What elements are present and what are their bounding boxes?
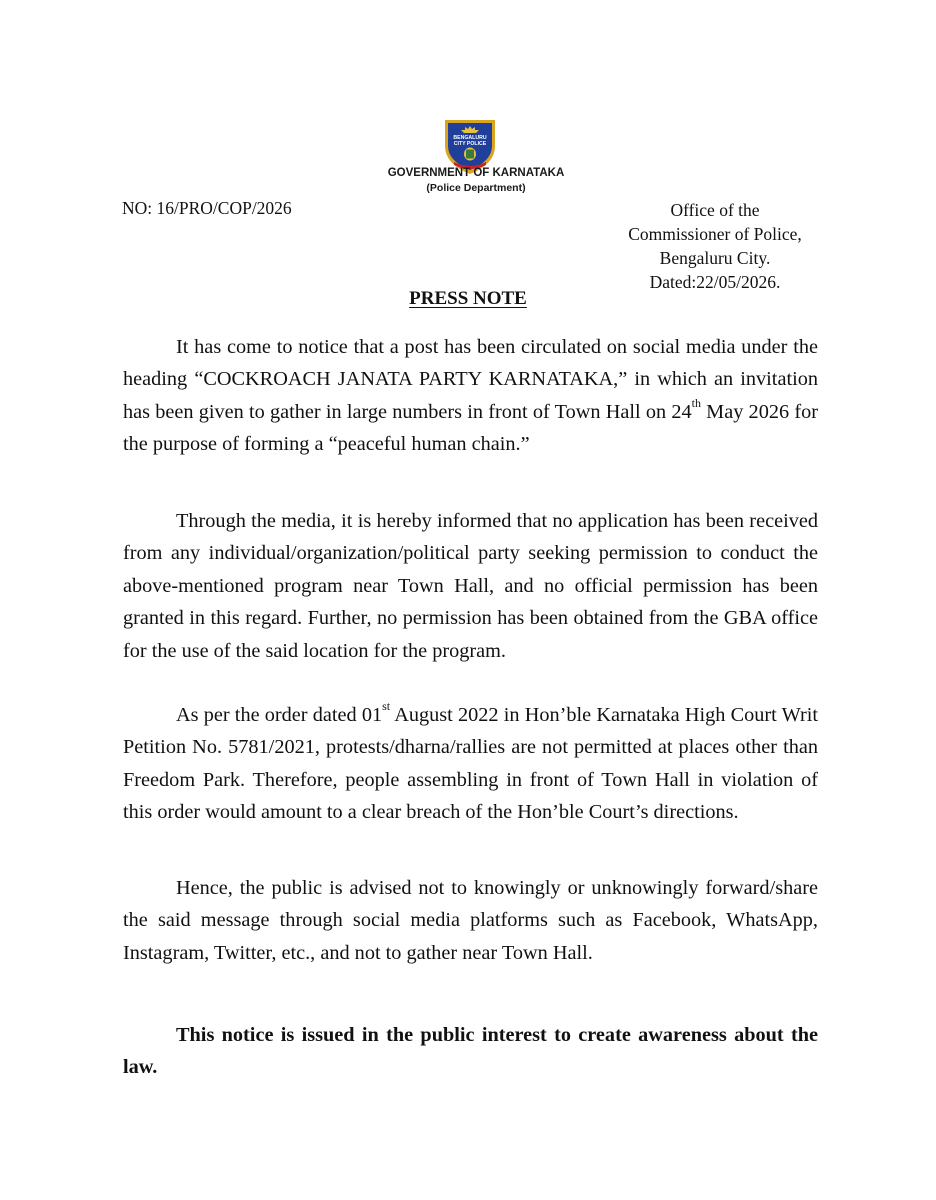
dated-line: Dated:22/05/2026.	[649, 272, 781, 292]
office-line: Office of the	[670, 200, 760, 220]
press-note-title: PRESS NOTE	[409, 288, 527, 309]
ordinal-suffix: st	[382, 699, 391, 714]
paragraph-text: May 2026 for the purpose of forming a “peaceful human chain.”	[123, 400, 818, 456]
emblem-text-top: BENGALURU	[453, 135, 487, 141]
government-heading: GOVERNMENT OF KARNATAKA	[387, 167, 565, 179]
paragraph-high-court-order	[123, 699, 818, 829]
press-note-title-wrap	[0, 288, 936, 310]
paragraph-text: It has come to notice that a post has been circulated on social media under the heading “COCKROACH JANATA PARTY KARNATAKA,” in which an invitation has been given to gather in large numbers in front of Town Hall on 24	[123, 336, 818, 423]
emblem-text-bottom: CITY POLICE	[453, 141, 487, 147]
paragraph-public-advisory: Hence, the public is advised not to knowingly or unknowingly forward/share the said message through social media platforms such as Facebook, WhatsApp, Instagram, Twitter, etc., and not to gather near Town Hall.	[123, 877, 818, 964]
department-subheading: (Police Department)	[426, 182, 526, 194]
reference-number: NO: 16/PRO/COP/2026	[122, 198, 292, 218]
paragraph-social-media-post	[123, 331, 818, 461]
paragraph-text: As per the order dated 01	[176, 704, 383, 726]
paragraph-text: August 2022 in Hon’ble Karnataka High Court Writ Petition No. 5781/2021, protests/dharna/rallies are not permitted at places other than Freedom Park. Therefore, people assembling in front of Town Hall in violation of this order would amount to a clear breach of the Hon’ble Court’s directions.	[123, 704, 818, 824]
office-address-block	[600, 198, 830, 294]
office-line: Bengaluru City.	[659, 248, 771, 268]
office-line: Commissioner of Police,	[628, 224, 802, 244]
paragraph-no-permission: Through the media, it is hereby informed that no application has been received from any individual/organization/political party seeking permission to conduct the above-mentioned program near Town Hall, and no official permission has been granted in this regard. Further, no permission has been obtained from the GBA office for the use of the said location for the program.	[123, 510, 818, 662]
ordinal-suffix: th	[691, 396, 701, 411]
paragraph-closing-notice: This notice is issued in the public interest to create awareness about the law.	[123, 1024, 818, 1079]
